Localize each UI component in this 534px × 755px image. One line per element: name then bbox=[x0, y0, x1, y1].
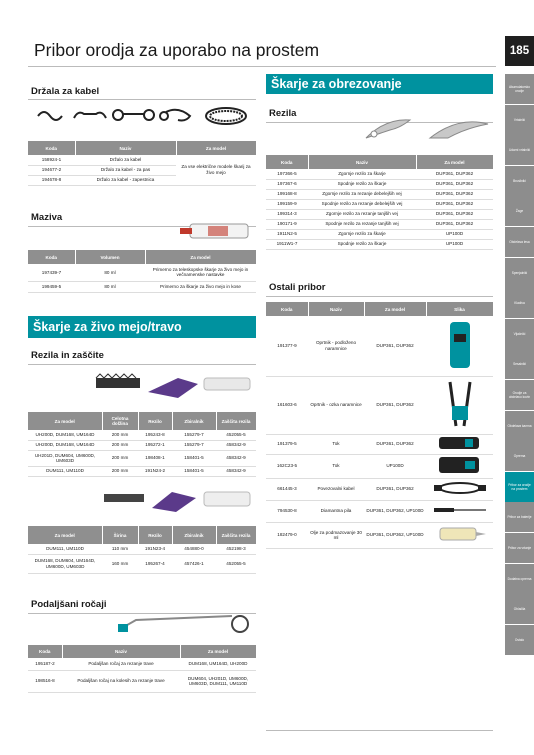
sidebar-tab[interactable]: Obdelava lesa bbox=[505, 227, 534, 257]
holster-image bbox=[426, 434, 493, 454]
cell-code: 199159-9 bbox=[266, 199, 308, 209]
col-header: Rezilo bbox=[138, 526, 172, 544]
sidebar-tab[interactable]: Pribor za baterije bbox=[505, 502, 534, 532]
cell-guard: 452198-3 bbox=[216, 544, 256, 554]
cell-name: Podaljšan ročaj na kolesih za rezanje trave bbox=[62, 670, 180, 692]
cell-name: Zgornje rezilo za rezanje debelejših vej bbox=[308, 189, 416, 199]
ostali-table bbox=[266, 302, 494, 549]
cell-model: DUP361, DUP362 bbox=[416, 199, 493, 209]
table-row bbox=[28, 440, 256, 450]
cell-code: 194677-2 bbox=[28, 165, 75, 175]
cell-model: DUM168, UM164D, UH200D bbox=[180, 658, 256, 670]
file-image bbox=[426, 500, 493, 522]
cell-model: DUP361, DUP362 bbox=[416, 219, 493, 229]
col-header: Koda bbox=[28, 645, 62, 658]
sidebar-tab[interactable]: Udarni vrtalniki bbox=[505, 135, 534, 165]
cell-guard: 452055-5 bbox=[216, 430, 256, 440]
cell-model: DUM604, UH201D, UM600D, UM603D, DUM111, UM110D bbox=[180, 670, 256, 692]
rezila-zascite-title: Rezila in zaščite bbox=[31, 350, 104, 361]
cell-width: 160 mm bbox=[102, 554, 138, 573]
col-header: Zaščita rezila bbox=[216, 412, 256, 430]
cell-code: 197367-6 bbox=[266, 179, 308, 189]
cell-name: Zgornje rezilo za škarje bbox=[308, 229, 416, 239]
cell-blade: 191N24-2 bbox=[138, 466, 172, 476]
bottom-divider bbox=[266, 730, 493, 731]
oil-bottle-image bbox=[426, 522, 493, 548]
col-header: Naziv bbox=[308, 155, 416, 169]
cell-code: 199459-5 bbox=[28, 281, 75, 292]
col-header: Za model bbox=[28, 412, 102, 430]
cell-model: UP100D bbox=[416, 229, 493, 239]
cell-code: 1911W1-7 bbox=[266, 239, 308, 249]
col-header: Za model bbox=[145, 250, 256, 264]
table-row bbox=[266, 209, 493, 219]
grease-tube-image bbox=[178, 216, 256, 246]
cell-volume: 80 ml bbox=[75, 264, 145, 281]
table-row bbox=[266, 179, 493, 189]
table-row bbox=[266, 522, 493, 548]
cell-code: 162C23-5 bbox=[266, 454, 308, 478]
cell-model: Za vse električne modele škarij za živo mejo bbox=[176, 155, 256, 185]
harness-image bbox=[426, 376, 493, 434]
sidebar-tab[interactable]: Oprema bbox=[505, 441, 534, 471]
col-header: Naziv bbox=[75, 141, 176, 155]
cell-name: Olje za podmazovanje 30 ml bbox=[308, 522, 364, 548]
col-header: Koda bbox=[266, 155, 308, 169]
cell-length: 200 mm bbox=[102, 430, 138, 440]
cell-model: DUP361, DUP362 bbox=[364, 434, 426, 454]
cell-model: DUP361, DUP362 bbox=[364, 316, 426, 376]
section-divider bbox=[266, 296, 493, 297]
hedge-blade-images bbox=[92, 368, 256, 404]
cell-name: Zgornje rezilo za škarje bbox=[308, 169, 416, 179]
cell-collector: 155279-7 bbox=[172, 440, 216, 450]
cell-code: 794530-8 bbox=[266, 500, 308, 522]
cell-code: 158924-1 bbox=[28, 155, 75, 165]
sidebar-tab[interactable]: Spenjalniki bbox=[505, 258, 534, 288]
cell-model: Primerno za teleskopske škarje za živo mejo in večnamenske nastavke bbox=[145, 264, 256, 281]
table-row bbox=[28, 430, 256, 440]
page-title: Pribor orodja za uporabo na prostem bbox=[34, 40, 320, 60]
sidebar-tab[interactable]: Orodje za obdelavo kovin bbox=[505, 380, 534, 410]
cell-code: 191379-5 bbox=[266, 434, 308, 454]
table-row bbox=[28, 544, 256, 554]
pruning-blade-images bbox=[360, 114, 492, 144]
title-divider bbox=[28, 66, 496, 67]
cell-blade: 195243-8 bbox=[138, 430, 172, 440]
cell-name: Držalo za kabel bbox=[75, 155, 176, 165]
cell-collector: 158401-5 bbox=[172, 466, 216, 476]
col-header: Za model bbox=[28, 526, 102, 544]
cell-blade: 195267-4 bbox=[138, 554, 172, 573]
rezila2-table bbox=[28, 526, 257, 574]
col-header: Širina bbox=[102, 526, 138, 544]
cable-image bbox=[426, 478, 493, 500]
cell-volume: 80 ml bbox=[75, 281, 145, 292]
cell-code: 195187-2 bbox=[28, 658, 62, 670]
maziva-title: Maziva bbox=[31, 212, 63, 223]
table-row bbox=[266, 478, 493, 500]
cell-blade: 195272-1 bbox=[138, 440, 172, 450]
harness-image bbox=[426, 316, 493, 376]
sidebar-tab[interactable]: Dodatna oprema bbox=[505, 564, 534, 594]
table-row bbox=[28, 450, 256, 466]
sidebar-tab[interactable]: Ostalo bbox=[505, 625, 534, 655]
maziva-table bbox=[28, 250, 257, 293]
sidebar-tab[interactable]: Vijačniki bbox=[505, 319, 534, 349]
cell-length: 200 mm bbox=[102, 440, 138, 450]
cell-collector: 454880-0 bbox=[172, 544, 216, 554]
table-row bbox=[28, 264, 256, 281]
rezila-zascite-table bbox=[28, 412, 257, 477]
table-row bbox=[266, 219, 493, 229]
cell-code: 199168-8 bbox=[266, 189, 308, 199]
cell-name: Podaljšan ročaj za rezanje trave bbox=[62, 658, 180, 670]
table-row bbox=[266, 500, 493, 522]
category-sidebar bbox=[505, 74, 534, 655]
table-row bbox=[266, 316, 493, 376]
col-header: Slika bbox=[426, 302, 493, 316]
cell-model: UH200D, DUM168, UM164D bbox=[28, 430, 102, 440]
table-row bbox=[266, 169, 493, 179]
cell-code: 161603-6 bbox=[266, 376, 308, 434]
sidebar-tab[interactable]: Kladiva bbox=[505, 288, 534, 318]
table-row bbox=[28, 155, 256, 165]
sidebar-tab[interactable]: Pribor za orodje na prostem bbox=[505, 472, 534, 502]
col-header: Za model bbox=[416, 155, 493, 169]
cell-model: DUP361, DUP362 bbox=[416, 169, 493, 179]
sidebar-tab[interactable]: Vrtalniki bbox=[505, 105, 534, 135]
cell-code: 1911N2-5 bbox=[266, 229, 308, 239]
table-row bbox=[266, 229, 493, 239]
table-row bbox=[266, 199, 493, 209]
section-banner-pruning: Škarje za obrezovanje bbox=[266, 74, 493, 94]
rezila-obr-table bbox=[266, 155, 494, 250]
rocaji-title: Podaljšani ročaji bbox=[31, 599, 107, 610]
cell-model: DUP361, DUP362, UP100D bbox=[364, 500, 426, 522]
table-row bbox=[266, 454, 493, 478]
cell-model: UP100D bbox=[364, 454, 426, 478]
cell-code: 194678-8 bbox=[28, 175, 75, 185]
ostali-title: Ostali pribor bbox=[269, 282, 326, 293]
hedge-blade-images-2 bbox=[100, 482, 256, 516]
cell-model: DUP361, DUP362 bbox=[416, 179, 493, 189]
col-header: Celotna dolžina bbox=[102, 412, 138, 430]
cell-code: 182479-0 bbox=[266, 522, 308, 548]
cell-model: DUM111, UM110D bbox=[28, 544, 102, 554]
cell-name: Zgornje rezilo za rezanje tanjših vej bbox=[308, 209, 416, 219]
table-row bbox=[28, 670, 256, 692]
cell-code: 661445-3 bbox=[266, 478, 308, 500]
cell-code: 190171-9 bbox=[266, 219, 308, 229]
cell-collector: 158401-5 bbox=[172, 450, 216, 466]
sidebar-tab[interactable]: Oblačila bbox=[505, 594, 534, 624]
cell-code: 197439-7 bbox=[28, 264, 75, 281]
section-divider bbox=[28, 99, 256, 100]
sidebar-tab[interactable]: Brusilniki bbox=[505, 166, 534, 196]
cell-name: Tok bbox=[308, 454, 364, 478]
cell-model: UH200D, DUM168, UM164D bbox=[28, 440, 102, 450]
cell-model: DUP361, DUP362 bbox=[416, 209, 493, 219]
cell-blade: 198408-1 bbox=[138, 450, 172, 466]
col-header: Za model bbox=[180, 645, 256, 658]
cell-length: 200 mm bbox=[102, 466, 138, 476]
col-header: Zbiralnik bbox=[172, 526, 216, 544]
section-divider bbox=[28, 364, 256, 365]
cell-collector: 155279-7 bbox=[172, 430, 216, 440]
col-header: Rezilo bbox=[138, 412, 172, 430]
cell-code: 197366-5 bbox=[266, 169, 308, 179]
rocaji-table bbox=[28, 645, 257, 693]
cell-guard: 458342-9 bbox=[216, 466, 256, 476]
cell-code: 199314-3 bbox=[266, 209, 308, 219]
cell-name: Spodnje rezilo za škarje bbox=[308, 179, 416, 189]
cell-name: Oprtnik - ozka naramnice bbox=[308, 376, 364, 434]
cable-holder-images bbox=[34, 104, 256, 128]
col-header: Koda bbox=[28, 250, 75, 264]
table-row bbox=[266, 376, 493, 434]
cell-guard: 452055-5 bbox=[216, 554, 256, 573]
kabel-table bbox=[28, 141, 257, 186]
cell-model: DUP361, DUP362 bbox=[364, 376, 426, 434]
cell-guard: 458342-9 bbox=[216, 450, 256, 466]
col-header: Za model bbox=[176, 141, 256, 155]
holster-image bbox=[426, 454, 493, 478]
col-header: Naziv bbox=[308, 302, 364, 316]
cell-model: DUM168, DUM604, UM164D, UM600D, UM603D bbox=[28, 554, 102, 573]
cell-name: Spodnje rezilo za rezanje debelejših vej bbox=[308, 199, 416, 209]
cell-name: Spodnje rezilo za rezanje tanjših vej bbox=[308, 219, 416, 229]
sidebar-tab[interactable]: Obdelava kamna bbox=[505, 411, 534, 441]
cell-name: Držalo za kabel - za pas bbox=[75, 165, 176, 175]
cell-model: UH201D, DUM604, UM600D, UM603D bbox=[28, 450, 102, 466]
sidebar-tab[interactable]: Pribor za vrtanje bbox=[505, 533, 534, 563]
cell-length: 200 mm bbox=[102, 450, 138, 466]
extension-handle-image bbox=[118, 606, 258, 634]
cell-blade: 191N23-4 bbox=[138, 544, 172, 554]
kabel-title: Držala za kabel bbox=[31, 86, 100, 97]
cell-name: Spodnje rezilo za škarje bbox=[308, 239, 416, 249]
cell-name: Oprtnik - podloženo naramnice bbox=[308, 316, 364, 376]
col-header: Naziv bbox=[62, 645, 180, 658]
cell-model: DUP361, DUP362 bbox=[416, 189, 493, 199]
col-header: Koda bbox=[266, 302, 308, 316]
cell-guard: 458342-9 bbox=[216, 440, 256, 450]
cell-code: 198516-8 bbox=[28, 670, 62, 692]
cell-width: 110 mm bbox=[102, 544, 138, 554]
cell-name: Diamantna pila bbox=[308, 500, 364, 522]
cell-code: 191377-9 bbox=[266, 316, 308, 376]
rezila-obr-title: Rezila bbox=[269, 108, 297, 119]
cell-model: DUP361, DUP362 bbox=[364, 478, 426, 500]
cell-name: Povezovalni kabel bbox=[308, 478, 364, 500]
cell-model: UP100D bbox=[416, 239, 493, 249]
col-header: Za model bbox=[364, 302, 426, 316]
table-row bbox=[266, 239, 493, 249]
table-row bbox=[28, 466, 256, 476]
cell-name: Držalo za kabel - zapestnica bbox=[75, 175, 176, 185]
table-row bbox=[28, 554, 256, 573]
col-header: Zbiralnik bbox=[172, 412, 216, 430]
table-row bbox=[266, 189, 493, 199]
col-header: Koda bbox=[28, 141, 75, 155]
col-header: Zaščita rezila bbox=[216, 526, 256, 544]
cell-model: DUP361, DUP362, UP100D bbox=[364, 522, 426, 548]
table-row bbox=[28, 281, 256, 292]
page-number: 185 bbox=[505, 36, 534, 66]
cell-model: Primerno za škarje za živo mejo in kose bbox=[145, 281, 256, 292]
sidebar-tab[interactable]: Akumulatorsko orodje bbox=[505, 74, 534, 104]
col-header: Volumen bbox=[75, 250, 145, 264]
section-banner-hedge: Škarje za živo mejo/travo bbox=[28, 316, 256, 338]
cell-name: Tok bbox=[308, 434, 364, 454]
cell-model: DUM111, UM110D bbox=[28, 466, 102, 476]
table-row bbox=[28, 658, 256, 670]
sidebar-tab[interactable]: Žage bbox=[505, 196, 534, 226]
table-row bbox=[266, 434, 493, 454]
sidebar-tab[interactable]: Sesalniki bbox=[505, 349, 534, 379]
cell-collector: 457426-1 bbox=[172, 554, 216, 573]
